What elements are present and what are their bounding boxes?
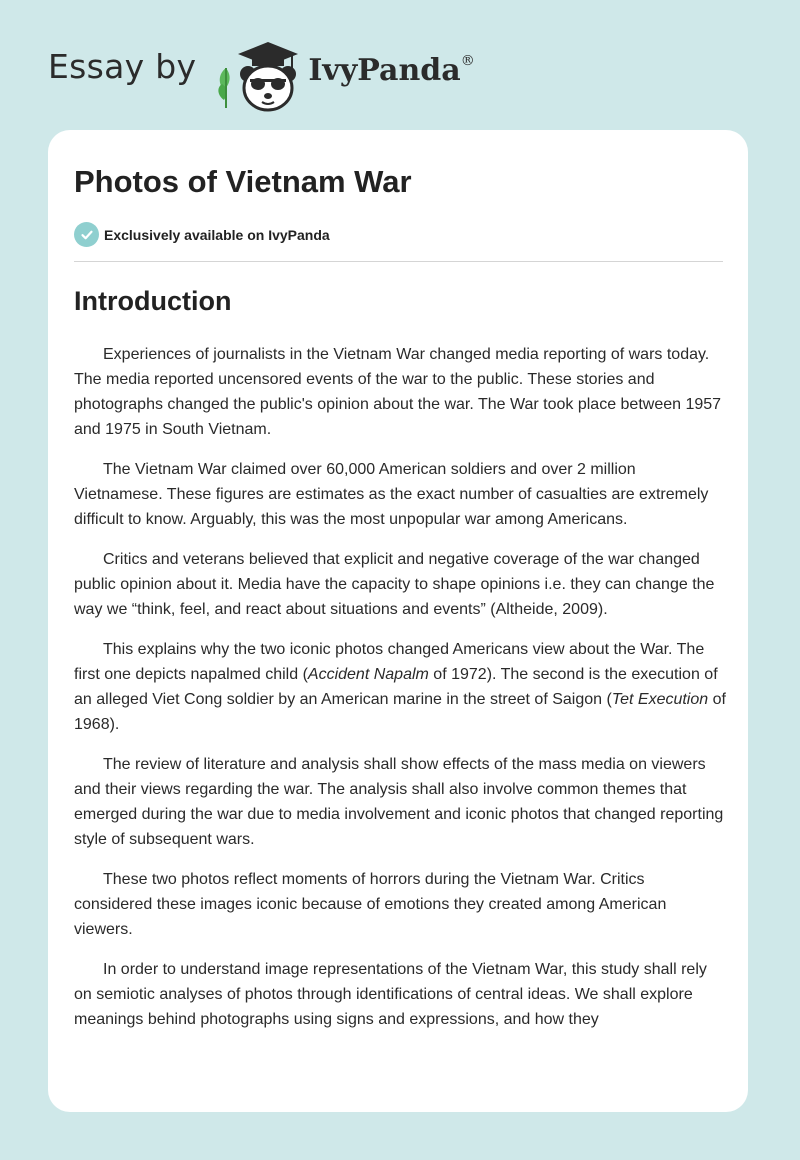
paragraph-text: These two photos reflect moments of horrors during the Vietnam War. Critics considered these images iconic because of emotions they created among American viewers. xyxy=(74,871,667,938)
essay-card xyxy=(48,130,748,1112)
check-icon xyxy=(74,222,99,247)
exclusive-badge-text: Exclusively available on IvyPanda xyxy=(104,226,330,243)
photo-title: Accident Napalm xyxy=(307,666,429,683)
paragraph-text: In order to understand image representations of the Vietnam War, this study shall rely on semiotic analyses of photos through identifications of central ideas. We shall explore meanings behind photographs using signs and expressions, and how they xyxy=(74,961,707,1028)
photo-title: Tet Execution xyxy=(611,691,709,708)
essay-paragraph xyxy=(74,457,726,532)
paragraph-text: The Vietnam War claimed over 60,000 American soldiers and over 2 million Vietnamese. These figures are estimates as the exact number of casualties are extremely difficult to know. Arguably, this was the most unpopular war among Americans. xyxy=(74,461,709,528)
essay-paragraph xyxy=(74,752,726,852)
paragraph-text: Experiences of journalists in the Vietnam War changed media reporting of wars today. The media reported uncensored events of the war to the public. These stories and photographs changed the public's opinion about the war. The War took place between 1957 and 1975 in South Vietnam. xyxy=(74,346,722,438)
essay-by-label: Essay by xyxy=(48,46,197,86)
paragraph-text: This explains why the two iconic photos changed Americans view about the War. The first one depicts napalmed child ( xyxy=(74,641,705,683)
essay-paragraph xyxy=(74,342,726,442)
brand-name[interactable]: IvyPanda® xyxy=(308,52,475,88)
paragraph-text: The review of literature and analysis shall show effects of the mass media on viewers and their views regarding the war. The analysis shall also involve common themes that emerged during the war due to media involvement and iconic photos that changed reporting style of subsequent wars. xyxy=(74,756,724,848)
page-title: Photos of Vietnam War xyxy=(74,164,412,199)
essay-paragraph xyxy=(74,547,726,622)
paragraph-text: Critics and veterans believed that explicit and negative coverage of the war changed public opinion about it. Media have the capacity to shape opinions i.e. they can change the way we “think, feel, and react about situations and events” (Altheide, 2009). xyxy=(74,551,715,618)
site-header xyxy=(48,34,748,114)
title-divider xyxy=(74,261,723,262)
section-heading: Introduction xyxy=(74,286,232,316)
panda-logo-icon[interactable] xyxy=(212,34,304,114)
trademark-mark: ® xyxy=(460,52,475,69)
essay-paragraph xyxy=(74,867,726,942)
essay-body xyxy=(74,342,726,1047)
ivy-leaf-icon xyxy=(219,68,230,108)
essay-paragraph xyxy=(74,957,726,1032)
paragraph-text: of 1972). The second is the execution of an alleged Viet Cong soldier by an American marine in the street of Saigon ( xyxy=(74,666,718,708)
essay-paragraph xyxy=(74,637,726,737)
paragraph-text: of 1968). xyxy=(74,691,726,733)
exclusive-badge xyxy=(74,222,330,247)
